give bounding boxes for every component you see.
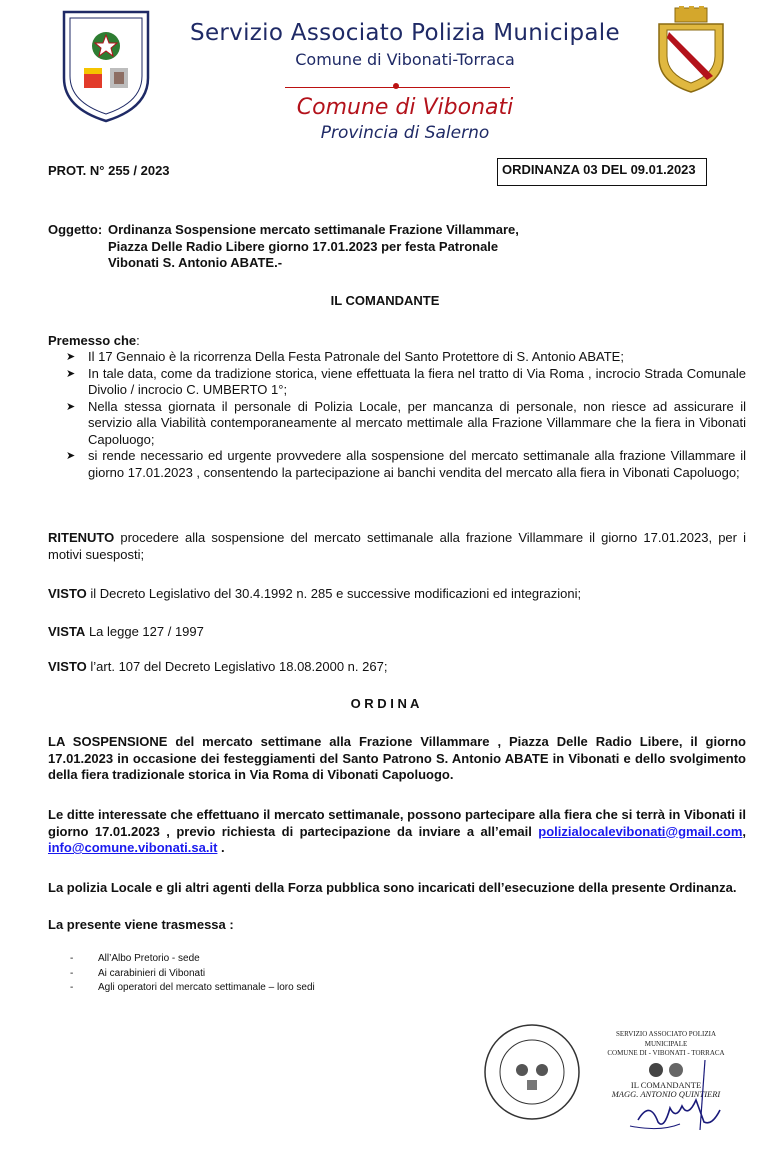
comandante-heading: IL COMANDANTE xyxy=(330,293,440,308)
recipients-list xyxy=(48,952,448,996)
arrow-bullet-icon: ➤ xyxy=(66,450,76,462)
ordina-heading: O R D I N A xyxy=(350,696,420,711)
visto-decreto-paragraph: VISTO il Decreto Legislativo del 30.4.1992 n. 285 e successive modificazioni ed integrazioni; xyxy=(48,586,582,601)
oggetto-line: Ordinanza Sospensione mercato settimanale Frazione Villammare, xyxy=(108,222,519,237)
premesso-label: Premesso che: xyxy=(48,333,140,348)
arrow-bullet-icon: ➤ xyxy=(66,351,76,363)
right-crest-logo xyxy=(655,6,727,94)
list-item: ➤ Il 17 Gennaio è la ricorrenza Della Festa Patronale del Santo Protettore di S. Antonio ABATE; xyxy=(66,349,624,364)
list-item: ➤ si rende necessario ed urgente provvedere alla sospensione del mercato settimanale alla frazione Villammare il giorno 17.01.2023 , consentendo la partecipazione ai banchi vendita del mercato alla fiera in Vibonati Capoluogo; xyxy=(66,448,746,480)
header-provincia: Provincia di Salerno xyxy=(320,123,490,143)
arrow-bullet-icon: ➤ xyxy=(66,400,76,413)
header-subtitle: Comune di Vibonati-Torraca xyxy=(295,50,515,69)
list-item: ➤ In tale data, come da tradizione storica, viene effettuata la fiera nel tratto di Via Roma , incrocio Strada Comunale Divolio / incrocio C. UMBERTO 1°; xyxy=(66,365,746,397)
ordina-paragraph: LA SOSPENSIONE del mercato settimane alla Frazione Villammare , Piazza Delle Radio Libere, il giorno 17.01.2023 in occasione dei festeggiamenti del Santo Patrono S. Antonio ABATE in Vibonati e dello svolgimento della fiera tradizionale storica in Via Roma di Vibonati Capoluogo. xyxy=(48,734,746,782)
premesso-list xyxy=(48,349,746,481)
ditte-paragraph: Le ditte interessate che effettuano il mercato settimanale, possono partecipare alla fiera che si terrà in Vibonati il giorno 17.01.2023 , previo richiesta di partecipazione da inviare a all’email polizialocalevibonati@gmail.com, info@comune.vibonati.sa.it . xyxy=(48,807,746,855)
email-link-polizia[interactable]: polizialocalevibonati@gmail.com xyxy=(538,823,743,839)
list-item: ➤ Nella stessa giornata il personale di Polizia Locale, per mancanza di personale, non riesce ad assicurare il servizio alla Viabilità contemporaneamente al mercato mettimale alla Frazione Villammare che la fiera in Vibonati Capoluogo; xyxy=(66,398,746,447)
list-item: - Ai carabinieri di Vibonati xyxy=(70,967,206,979)
visto-art-paragraph: VISTO l’art. 107 del Decreto Legislativo 18.08.2000 n. 267; xyxy=(48,659,388,674)
polizia-paragraph: La polizia Locale e gli altri agenti della Forza pubblica sono incaricati dell’esecuzione della presente Ordinanza. xyxy=(48,880,737,895)
arrow-bullet-icon: ➤ xyxy=(66,367,76,380)
round-stamp xyxy=(482,1022,582,1122)
ritenuto-paragraph: RITENUTO procedere alla sospensione del mercato settimanale alla frazione Villammare il giorno 17.01.2023, per i motivi suesposti; xyxy=(48,530,746,562)
list-item: - All’Albo Pretorio - sede xyxy=(70,953,200,964)
trasmessa-label: La presente viene trasmessa : xyxy=(48,917,234,932)
list-item: - Agli operatori del mercato settimanale – loro sedi xyxy=(70,982,315,993)
handwritten-signature xyxy=(620,1060,740,1140)
ordinanza-box: ORDINANZA 03 DEL 09.01.2023 xyxy=(497,158,707,186)
email-link-comune[interactable]: info@comune.vibonati.sa.it xyxy=(48,840,218,855)
header-divider-dot xyxy=(393,83,399,89)
vista-legge-paragraph: VISTA La legge 127 / 1997 xyxy=(48,624,204,639)
oggetto-line: Vibonati S. Antonio ABATE.- xyxy=(108,255,283,270)
protocol-number: PROT. N° 255 / 2023 xyxy=(48,163,170,178)
oggetto-line: Piazza Delle Radio Libere giorno 17.01.2023 per festa Patronale xyxy=(108,238,499,254)
oggetto-label: Oggetto: xyxy=(48,222,103,237)
signature-stamp: SERVIZIO ASSOCIATO POLIZIA MUNICIPALE COMUNE DI - VIBONATI - TORRACA IL COMANDANTE MAGG. ANTONIO QUINTIERI xyxy=(596,1030,736,1100)
left-seal-logo xyxy=(58,8,154,124)
header-comune: Comune di Vibonati xyxy=(296,95,514,120)
oggetto-text xyxy=(108,222,578,272)
header-title: Servizio Associato Polizia Municipale xyxy=(190,20,620,46)
